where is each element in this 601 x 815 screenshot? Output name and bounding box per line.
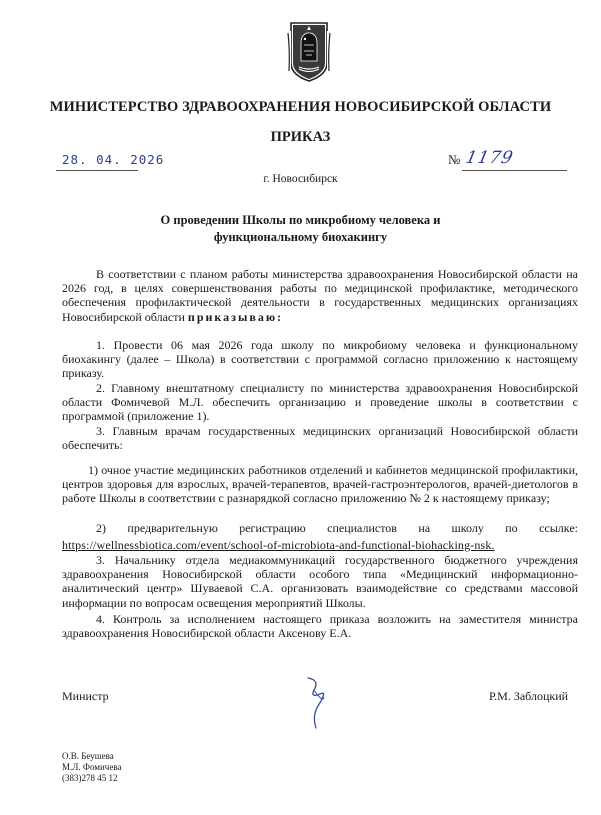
registration-link[interactable]: https://wellnessbiotica.com/event/school-of-microbiota-and-functional-biohacking-nsk. [62,538,495,552]
item-3: 3. Главным врачам государственных медицинских организаций Новосибирской области обеспечить: [62,424,578,453]
subject-line-2: функциональному биохакингу [213,230,388,244]
number-sign: № [448,152,461,167]
signer-name: Р.М. Заблоцкий [489,689,569,703]
order-number: 1179 [463,148,516,168]
item-3-sub-2: 2) предварительную регистрацию специалистов на школу по ссылке: [96,521,578,535]
intro-text: В соответствии с планом работы министерства здравоохранения Новосибирской области на 2026 год, в целях совершенствования работы по медицинской профилактике, методического обеспечения профилактической деятельности в государственных медицинских организациях Новосибирской области [62,267,578,324]
item-2: 2. Главному внештатному специалисту по министерства здравоохранения Новосибирской области Фомичевой М.Л. обеспечить организацию и проведение школы в соответствии с программой (приложение 1). [62,381,578,424]
item-5: 4. Контроль за исполнением настоящего приказа возложить на заместителя министра здравоохранения Новосибирской области Аксенову Е.А. [62,612,578,641]
handwritten-signature [302,672,338,730]
intro-paragraph [62,267,578,324]
subject-line-1: О проведении Школы по микробиому человека и [160,213,441,227]
coat-of-arms-emblem [287,21,331,83]
city-label: г. Новосибирск [263,173,338,185]
signer-position: Министр [62,689,109,703]
executor-2: М.Л. Фомичева [62,762,122,772]
executors-block [62,751,121,784]
item-3-sub-1: 1) очное участие медицинских работников отделений и кабинетов медицинской профилактики, центров здоровья для взрослых, врачей-терапевтов, врачей-гастроэнтерологов, врачей-диетологов в работе Школы в соответствии с разнарядкой согласно приложению № 2 к настоящему приказу; [62,463,578,506]
ministry-name: МИНИСТЕРСТВО ЗДРАВООХРАНЕНИЯ НОВОСИБИРСКОЙ ОБЛАСТИ [49,99,552,115]
executor-phone: (383)278 45 12 [62,773,118,783]
order-subject [140,212,461,246]
executor-1: О.В. Беушева [62,751,114,761]
date-underline [56,170,138,171]
order-word: приказываю: [187,309,283,324]
order-title: ПРИКАЗ [270,129,331,145]
order-date-stamp: 28. 04. 2026 [62,152,165,167]
item-1: 1. Провести 06 мая 2026 года школу по микробиому человека и функциональному биохакингу (далее – Школа) в соответствии с программой согласно приложению к настоящему приказу. [62,338,578,381]
item-4: 3. Начальнику отдела медиакоммуникаций государственного бюджетного учреждения здравоохранения Новосибирской области особого типа «Медицинский информационно-аналитический центр» Шуваевой С.А. организовать взаимодействие со средствами массовой информации по вопросам освещения мероприятий Школы. [62,553,578,610]
number-underline [462,170,567,171]
